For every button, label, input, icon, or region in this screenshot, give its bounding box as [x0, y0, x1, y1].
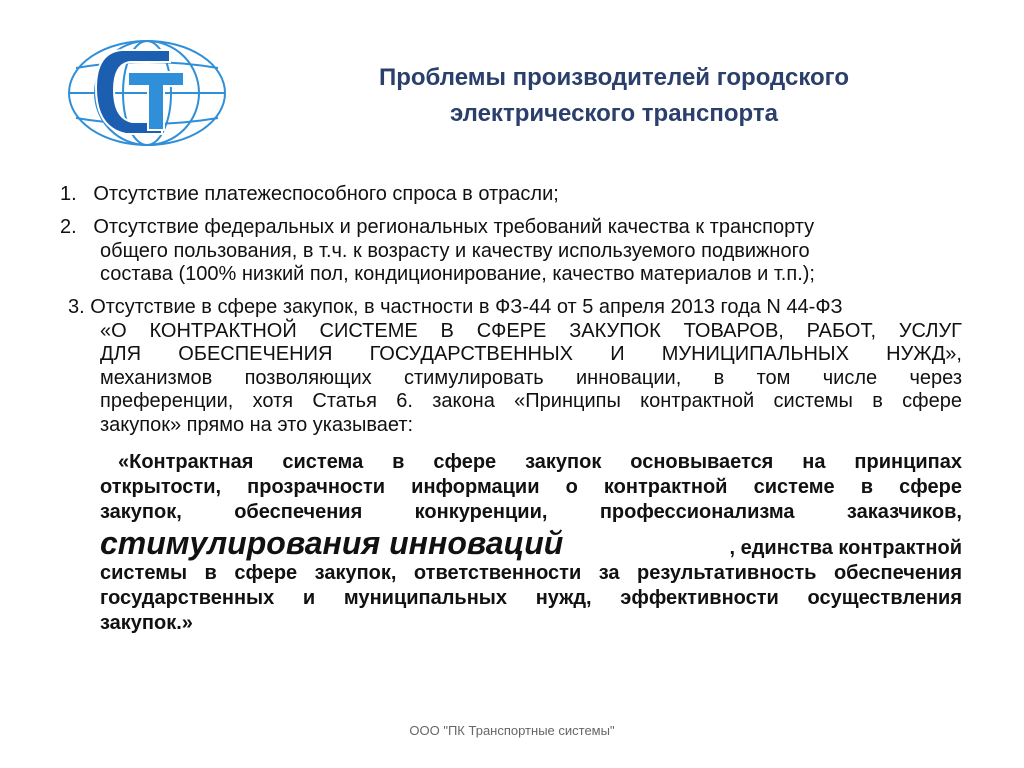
quote-line-4	[100, 525, 962, 561]
list-item-3-line-3: ДЛЯ ОБЕСПЕЧЕНИЯ ГОСУДАРСТВЕННЫХ И МУНИЦИПАЛЬНЫХ НУЖД»,	[100, 343, 962, 365]
quote-emphasis: стимулирования инноваций	[100, 525, 564, 561]
list-item-3-line-4: механизмов позволяющих стимулировать инновации, в том числе через	[100, 366, 962, 389]
list-item-2-line-3: состава (100% низкий пол, кондиционирование, качество материалов и т.п.);	[100, 263, 815, 285]
list-item-1	[60, 183, 960, 207]
list-item-2-line-1: Отсутствие федеральных и региональных требований качества к транспорту	[93, 216, 815, 238]
list-item-2-line-2: общего пользования, в т.ч. к возрасту и качеству используемого подвижного	[100, 239, 810, 262]
quote-line-6: государственных и муниципальных нужд, эффективности осуществления	[100, 587, 962, 609]
quote-line-5: системы в сфере закупок, ответственности за результативность обеспечения	[100, 562, 962, 584]
list-item-1-text: Отсутствие платежеспособного спроса в отрасли;	[93, 183, 559, 205]
footer-company: ООО "ПК Транспортные системы"	[409, 723, 615, 738]
list-item-3-line-5: преференции, хотя Статья 6. закона «Принципы контрактной системы в сфере	[100, 390, 962, 412]
title-line-2: электрического транспорта	[450, 100, 778, 127]
law-quote	[100, 450, 962, 636]
company-logo-icon	[66, 38, 228, 148]
title-line-1: Проблемы производителей городского	[378, 64, 850, 91]
list-item-3	[68, 296, 962, 437]
list-item-2-number: 2.	[60, 216, 77, 238]
quote-line-3: закупок, обеспечения конкуренции, профессионализма заказчиков,	[100, 501, 962, 523]
quote-line-2: открытости, прозрачности информации о контрактной системе в сфере	[100, 476, 962, 498]
list-item-3-line-2: «О КОНТРАКТНОЙ СИСТЕМЕ В СФЕРЕ ЗАКУПОК ТОВАРОВ, РАБОТ, УСЛУГ	[100, 319, 962, 342]
list-item-1-number: 1.	[60, 183, 77, 205]
list-item-2	[60, 216, 960, 287]
quote-line-7: закупок.»	[100, 612, 193, 634]
quote-line-1: «Контрактная система в сфере закупок основывается на принципах	[118, 451, 962, 473]
list-item-3-line-6: закупок» прямо на это указывает:	[100, 413, 414, 436]
list-item-3-line-1: 3. Отсутствие в сфере закупок, в частности в ФЗ-44 от 5 апреля 2013 года N 44-ФЗ	[68, 296, 843, 318]
page-title	[300, 60, 928, 132]
quote-line-4-rest: , единства контрактной	[729, 537, 962, 559]
